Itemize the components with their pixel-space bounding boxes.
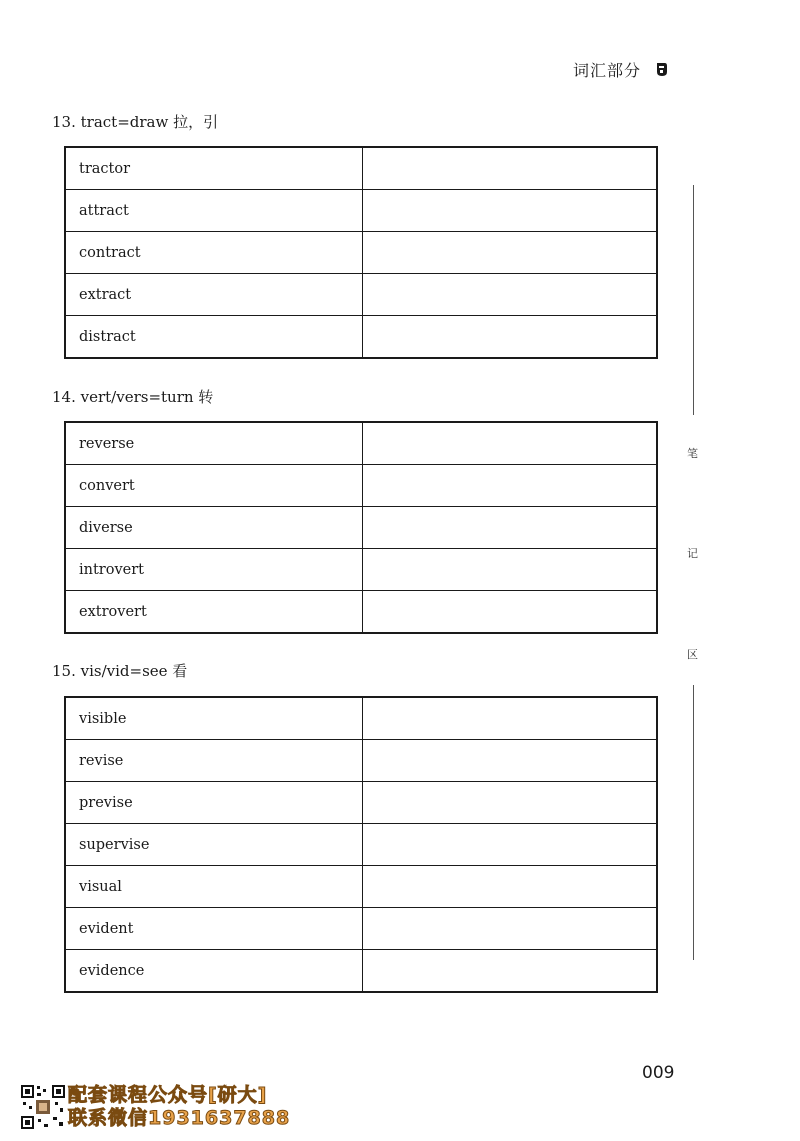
answer-cell[interactable] [362,782,657,824]
answer-cell[interactable] [362,908,657,950]
section-title-13: 13. tract=draw 拉，引 [52,113,219,131]
table-row [65,824,657,866]
table-row [65,316,657,359]
qr-code-icon [20,1084,66,1130]
table-row [65,147,657,190]
table-row [65,866,657,908]
answer-cell[interactable] [362,697,657,740]
word-cell: extract [65,274,362,316]
notes-line-bottom [693,685,694,960]
notes-char: 区 [687,648,698,661]
answer-cell[interactable] [362,866,657,908]
word-cell: previse [65,782,362,824]
section-title-15: 15. vis/vid=see 看 [52,662,188,680]
table-row [65,697,657,740]
word-cell: convert [65,465,362,507]
word-cell: visual [65,866,362,908]
page-number: 009 [642,1063,675,1083]
word-cell: introvert [65,549,362,591]
vocab-table-14 [64,421,658,634]
word-cell: tractor [65,147,362,190]
notes-char: 笔 [687,447,698,460]
word-cell: extrovert [65,591,362,634]
section-title-14: 14. vert/vers=turn 转 [52,388,214,406]
word-cell: reverse [65,422,362,465]
table-row [65,274,657,316]
page-header [573,58,668,81]
word-cell: contract [65,232,362,274]
table-row [65,465,657,507]
answer-cell[interactable] [362,591,657,634]
word-cell: evidence [65,950,362,993]
header-title: 词汇部分 [572,61,641,80]
answer-cell[interactable] [362,549,657,591]
word-cell: distract [65,316,362,359]
table-row [65,507,657,549]
word-cell: supervise [65,824,362,866]
vocab-table-13 [64,146,658,359]
answer-cell[interactable] [362,740,657,782]
table-row [65,232,657,274]
head-icon [655,62,668,77]
answer-cell[interactable] [362,950,657,993]
answer-cell[interactable] [362,316,657,359]
word-cell: attract [65,190,362,232]
table-row [65,950,657,993]
notes-char: 记 [687,547,698,560]
answer-cell[interactable] [362,190,657,232]
promo-line-2: 联系微信1931637888 [68,1107,291,1129]
answer-cell[interactable] [362,824,657,866]
table-row [65,740,657,782]
table-row [65,422,657,465]
promo-line-1: 配套课程公众号[研大] [68,1084,268,1106]
word-cell: visible [65,697,362,740]
answer-cell[interactable] [362,422,657,465]
word-cell: revise [65,740,362,782]
table-row [65,782,657,824]
vocab-table-15 [64,696,658,993]
answer-cell[interactable] [362,147,657,190]
answer-cell[interactable] [362,465,657,507]
table-row [65,190,657,232]
table-row [65,908,657,950]
table-row [65,549,657,591]
word-cell: diverse [65,507,362,549]
notes-line-top [693,185,694,415]
answer-cell[interactable] [362,232,657,274]
table-row [65,591,657,634]
answer-cell[interactable] [362,507,657,549]
answer-cell[interactable] [362,274,657,316]
word-cell: evident [65,908,362,950]
